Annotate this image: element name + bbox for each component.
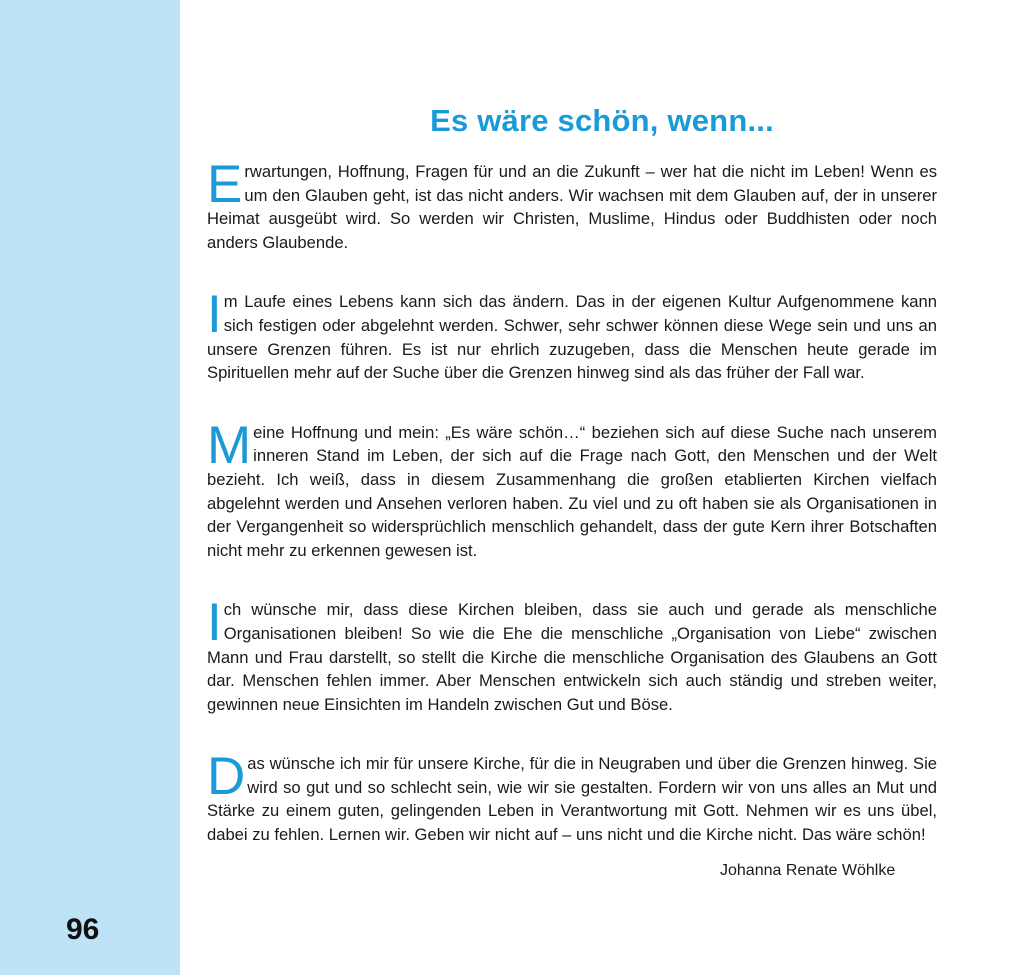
page-title: Es wäre schön, wenn...	[430, 102, 774, 138]
drop-cap: E	[207, 155, 243, 214]
author-signature: Johanna Renate Wöhlke	[720, 862, 896, 879]
paragraph-text: as wünsche ich mir für unsere Kirche, für die in Neugraben und über die Grenzen hinweg. Sie wird so gut und so schlecht sein, wie wir sie gestalten. Fordern wir von uns alles an Mut und Stärke zu einem guten, gelingenden Leben in Verantwortung mit Gott. Nehmen wir es uns übel, dabei zu fehlen. Lernen wir. Geben wir nicht auf – uns nicht und die Kirche nicht. Das wäre schön!	[207, 754, 937, 845]
paragraph-text: rwartungen, Hoffnung, Fragen für und an die Zukunft – wer hat die nicht im Leben! Wenn es um den Glauben geht, ist das nicht anders. Wir wachsen mit dem Glauben auf, der in unserer Heimat ausgeübt wird. So werden wir Christen, Muslime, Hindus oder Buddhisten oder noch anders Glaubende.	[207, 162, 937, 252]
drop-cap: I	[207, 285, 222, 345]
drop-cap: D	[207, 747, 246, 807]
paragraph-3	[207, 415, 937, 563]
drop-cap: M	[207, 415, 252, 475]
article-body	[207, 155, 937, 883]
paragraph-4	[207, 593, 937, 716]
sidebar-band	[0, 0, 180, 975]
page-number: 96	[66, 913, 100, 946]
paragraph-text: eine Hoffnung und mein: „Es wäre schön…“ beziehen sich auf diese Suche nach unserem inneren Stand im Leben, der sich auf die Frage nach Gott, den Menschen und der Welt bezieht. Ich weiß, dass in diesem Zusammenhang die großen etablierten Kirchen vielfach abgelehnt werden und Ansehen verloren haben. Zu viel und zu oft haben sie als Organisationen in der Vergangenheit so widersprüchlich menschlich gehandelt, dass der gute Kern ihrer Botschaften nicht mehr zu erkennen gewesen ist.	[207, 422, 937, 560]
paragraph-text: m Laufe eines Lebens kann sich das ändern. Das in der eigenen Kultur Aufgenommene kann sich festigen oder abgelehnt werden. Schwer, sehr schwer können diese Wege sein und uns an unsere Grenzen führen. Es ist nur ehrlich zuzugeben, dass die Menschen heute gerade im Spirituellen mehr auf der Suche über die Grenzen hinweg sind als das früher der Fall war.	[207, 292, 937, 383]
paragraph-5	[207, 747, 937, 846]
drop-cap: I	[207, 593, 222, 653]
paragraph-1	[207, 155, 937, 254]
paragraph-text: ch wünsche mir, dass diese Kirchen bleiben, dass sie auch und gerade als menschliche Organisationen bleiben! So wie die Ehe die menschliche „Organisation von Liebe“ zwischen Mann und Frau darstellt, so stellt die Kirche die menschliche Organisation des Glaubens an Gott dar. Menschen fehlen immer. Aber Menschen entwickeln sich auch ständig und streben weiter, gewinnen neue Einsichten im Handeln zwischen Gut und Böse.	[207, 600, 937, 714]
paragraph-2	[207, 285, 937, 384]
